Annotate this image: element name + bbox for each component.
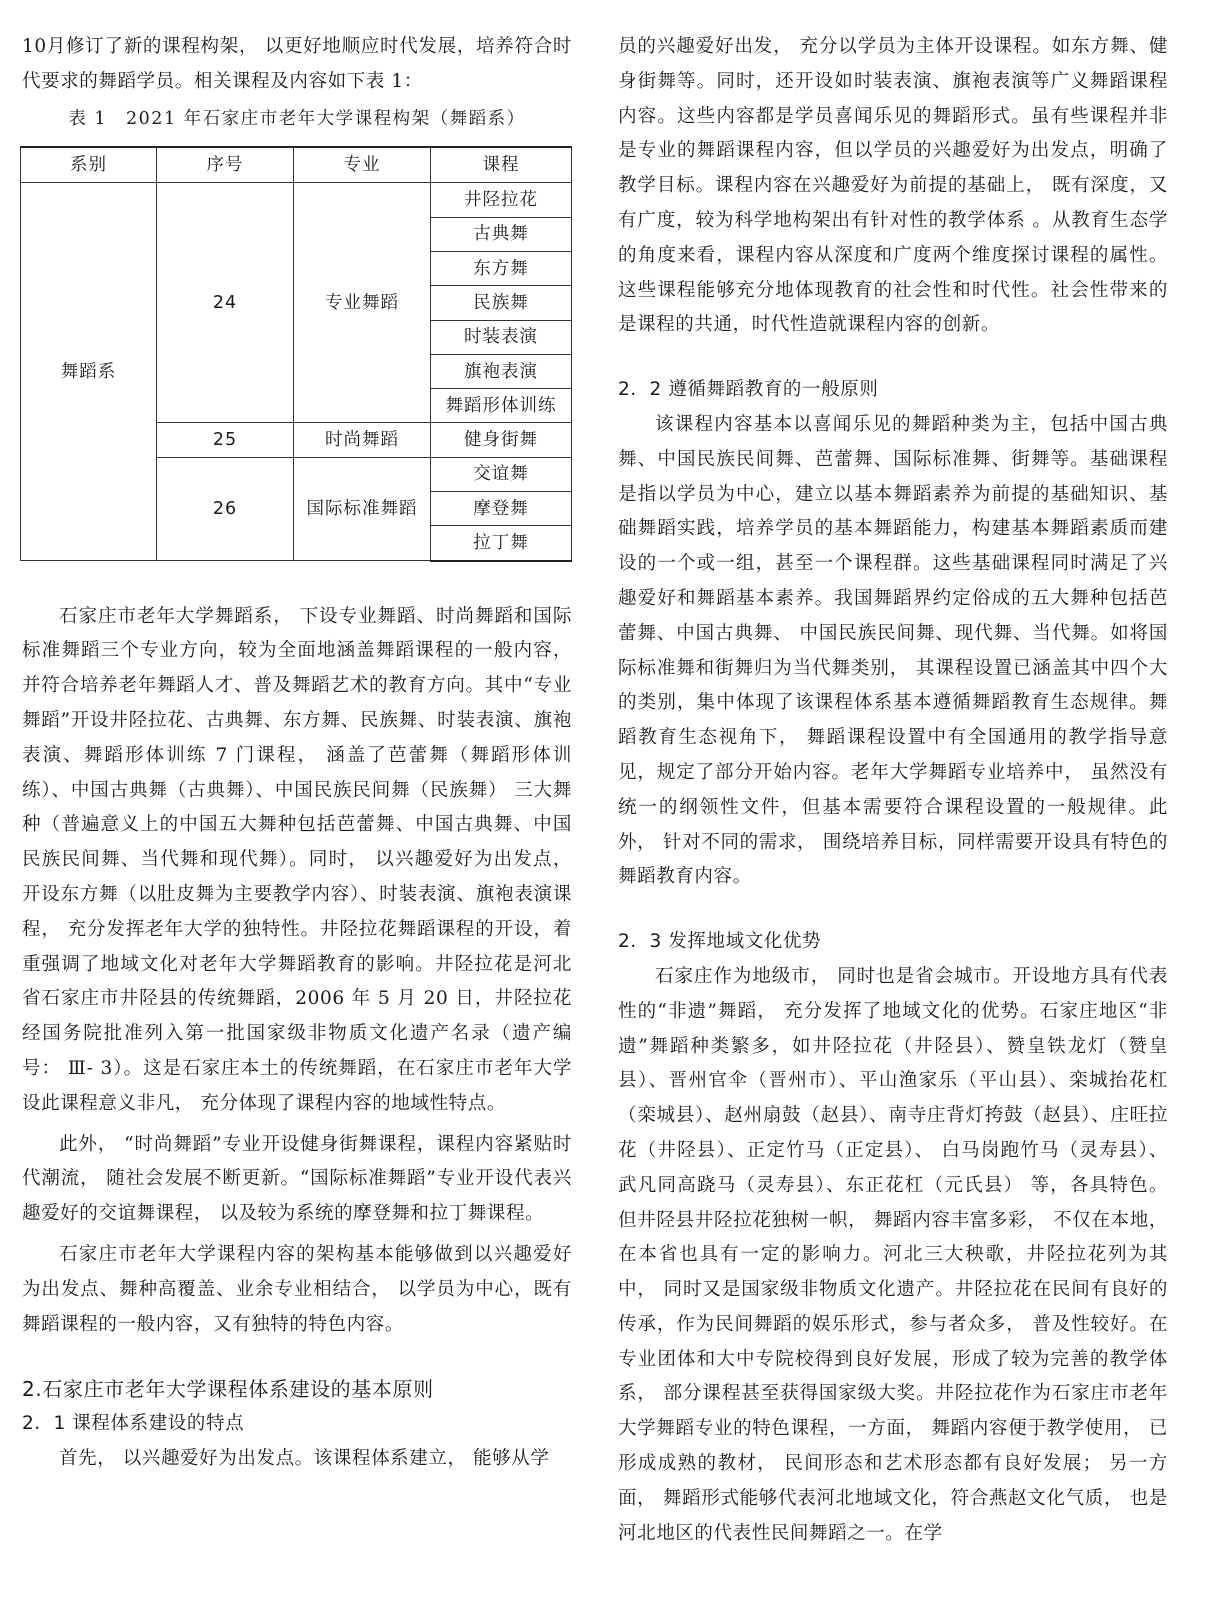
body-paragraph: 石家庄作为地级市， 同时也是省会城市。开设地方具有代表性的“非遗”舞蹈， 充分发挥了地域文化的优势。石家庄地区“非遗”舞蹈种类繁多，如井陉拉花（井陉县）、赞皇铁龙灯（赞皇县）、晋州官伞（晋州市）、平山渔家乐（平山县）、栾城抬花杠（栾城县）、赵州扇鼓（赵县）、南寺庄背灯挎鼓（赵县）、庄旺拉花（井陉县）、正定竹马（正定县）、 白马岗跑竹马（灵寿县）、武凡同高跷马（灵寿县）、东正花杠（元氏县） 等，各具特色。但井陉县井陉拉花独树一帜， 舞蹈内容丰富多彩， 不仅在本地，在本省也具有一定的影响力。河北三大秧歌，井陉拉花列为其中， 同时又是国家级非物质文化遗产。井陉拉花在民间有良好的传承，作为民间舞蹈的娱乐形式，参与者众多， 普及性较好。在专业团体和大中专院校得到良好发展，形成了较为完善的教学体系， 部分课程甚至获得国家级大奖。井陉拉花作为石家庄市老年大学舞蹈专业的特色课程，一方面， 舞蹈内容便于教学使用， 已形成成熟的教材， 民间形态和艺术形态都有良好发展； 另一方面， 舞蹈形式能够代表河北地域文化，符合燕赵文化气质， 也是河北地区的代表性民间舞蹈之一。在学 (618, 965, 1168, 1544)
body-paragraph: 首先， 以兴趣爱好为出发点。该课程体系建立， 能够从学 (59, 1447, 550, 1469)
body-paragraph: 石家庄市老年大学舞蹈系， 下设专业舞蹈、时尚舞蹈和国际标准舞蹈三个专业方向，较为全面地涵盖舞蹈课程的一般内容，并符合培养老年舞蹈人才、普及舞蹈艺术的教育方向。其中“专业舞蹈”开设井陉拉花、古典舞、东方舞、民族舞、时装表演、旗袍表演、舞蹈形体训练 7 门课程， 涵盖了芭蕾舞（舞蹈形体训练）、中国古典舞（古典舞）、中国民族民间舞（民族舞） 三大舞种（普遍意义上的中国五大舞种包括芭蕾舞、中国古典舞、中国民族民间舞、当代舞和现代舞）。同时， 以兴趣爱好为出发点，开设东方舞（以肚皮舞为主要教学内容）、时装表演、旗袍表演课程， 充分发挥老年大学的独特性。井陉拉花舞蹈课程的开设，着重强调了地域文化对老年大学舞蹈教育的影响。井陉拉花是河北省石家庄市井陉县的传统舞蹈，2006 年 5 月 20 日，井陉拉花经国务院批准列入第一批国家级非物质文化遗产名录（遗产编号： Ⅲ- 3）。这是石家庄本土的传统舞蹈，在石家庄市老年大学设此课程意义非凡， 充分体现了课程内容的地域性特点。 (22, 605, 572, 1114)
course-cell: 东方舞 (431, 251, 572, 285)
subsection-heading: 2．3 发挥地域文化优势 (618, 931, 822, 953)
header-course: 课程 (431, 147, 572, 183)
course-structure-table (20, 146, 572, 561)
course-cell: 旗袍表演 (431, 354, 572, 388)
intro-paragraph: 10月修订了新的课程构架， 以更好地顺应时代发展，培养符合时代要求的舞蹈学员。相关课程及内容如下表 1： (22, 36, 572, 92)
course-cell: 民族舞 (431, 286, 572, 320)
department-cell: 舞蹈系 (21, 183, 157, 561)
major-cell: 时尚舞蹈 (294, 423, 431, 457)
table-caption: 表 1 2021 年石家庄市老年大学课程构架（舞蹈系） (68, 108, 526, 129)
course-cell: 拉丁舞 (431, 526, 572, 561)
number-cell: 26 (157, 457, 294, 560)
major-cell: 国际标准舞蹈 (294, 457, 431, 560)
body-paragraph: 此外， “时尚舞蹈”专业开设健身街舞课程，课程内容紧贴时代潮流， 随社会发展不断更新。“国际标准舞蹈”专业开设代表兴趣爱好的交谊舞课程， 以及较为系统的摩登舞和拉丁舞课程。 (22, 1133, 572, 1225)
body-paragraph: 该课程内容基本以喜闻乐见的舞蹈种类为主，包括中国古典舞、中国民族民间舞、芭蕾舞、国际标准舞、街舞等。基础课程是指以学员为中心，建立以基本舞蹈素养为前提的基础知识、基础舞蹈实践，培养学员的基本舞蹈能力，构建基本舞蹈素质而建设的一个或一组，甚至一个课程群。这些基础课程同时满足了兴趣爱好和舞蹈基本素养。我国舞蹈界约定俗成的五大舞种包括芭蕾舞、中国古典舞、 中国民族民间舞、现代舞、当代舞。如将国际标准舞和街舞归为当代舞类别， 其课程设置已涵盖其中四个大的类别，集中体现了该课程体系基本遵循舞蹈教育生态规律。舞蹈教育生态视角下， 舞蹈课程设置中有全国通用的教学指导意见，规定了部分开始内容。老年大学舞蹈专业培养中， 虽然没有统一的纲领性文件，但基本需要符合课程设置的一般规律。此外， 针对不同的需求， 围绕培养目标，同样需要开设具有特色的舞蹈教育内容。 (618, 413, 1168, 888)
subsection-heading: 2．1 课程体系建设的特点 (22, 1413, 245, 1435)
header-major: 专业 (294, 147, 431, 183)
body-paragraph: 员的兴趣爱好出发， 充分以学员为主体开设课程。如东方舞、健身街舞等。同时，还开设如时装表演、旗袍表演等广义舞蹈课程内容。这些内容都是学员喜闻乐见的舞蹈形式。虽有些课程并非是专业的舞蹈课程内容，但以学员的兴趣爱好为出发点，明确了教学目标。课程内容在兴趣爱好为前提的基础上， 既有深度，又有广度，较为科学地构架出有针对性的教学体系 。从教育生态学的角度来看，课程内容从深度和广度两个维度探讨课程的属性。这些课程能够充分地体现教育的社会性和时代性。社会性带来的是课程的共通，时代性造就课程内容的创新。 (618, 36, 1168, 336)
number-cell: 24 (157, 183, 294, 423)
left-column (22, 30, 572, 1477)
right-column (618, 30, 1168, 1551)
course-cell: 古典舞 (431, 217, 572, 251)
subsection-heading: 2．2 遵循舞蹈教育的一般原则 (618, 379, 879, 401)
course-cell: 健身街舞 (431, 423, 572, 457)
table-header-row (21, 147, 572, 183)
course-cell: 井陉拉花 (431, 183, 572, 217)
header-department: 系别 (21, 147, 157, 183)
course-cell: 舞蹈形体训练 (431, 389, 572, 423)
course-cell: 摩登舞 (431, 492, 572, 526)
course-cell: 时装表演 (431, 320, 572, 354)
major-cell: 专业舞蹈 (294, 183, 431, 423)
course-cell: 交谊舞 (431, 457, 572, 491)
number-cell: 25 (157, 423, 294, 457)
table-row (21, 183, 572, 217)
section-heading: 2.石家庄市老年大学课程体系建设的基本原则 (22, 1377, 434, 1402)
header-number: 序号 (157, 147, 294, 183)
body-paragraph: 石家庄市老年大学课程内容的架构基本能够做到以兴趣爱好为出发点、舞种高覆盖、业余专业相结合， 以学员为中心，既有舞蹈课程的一般内容，又有独特的特色内容。 (22, 1244, 572, 1335)
